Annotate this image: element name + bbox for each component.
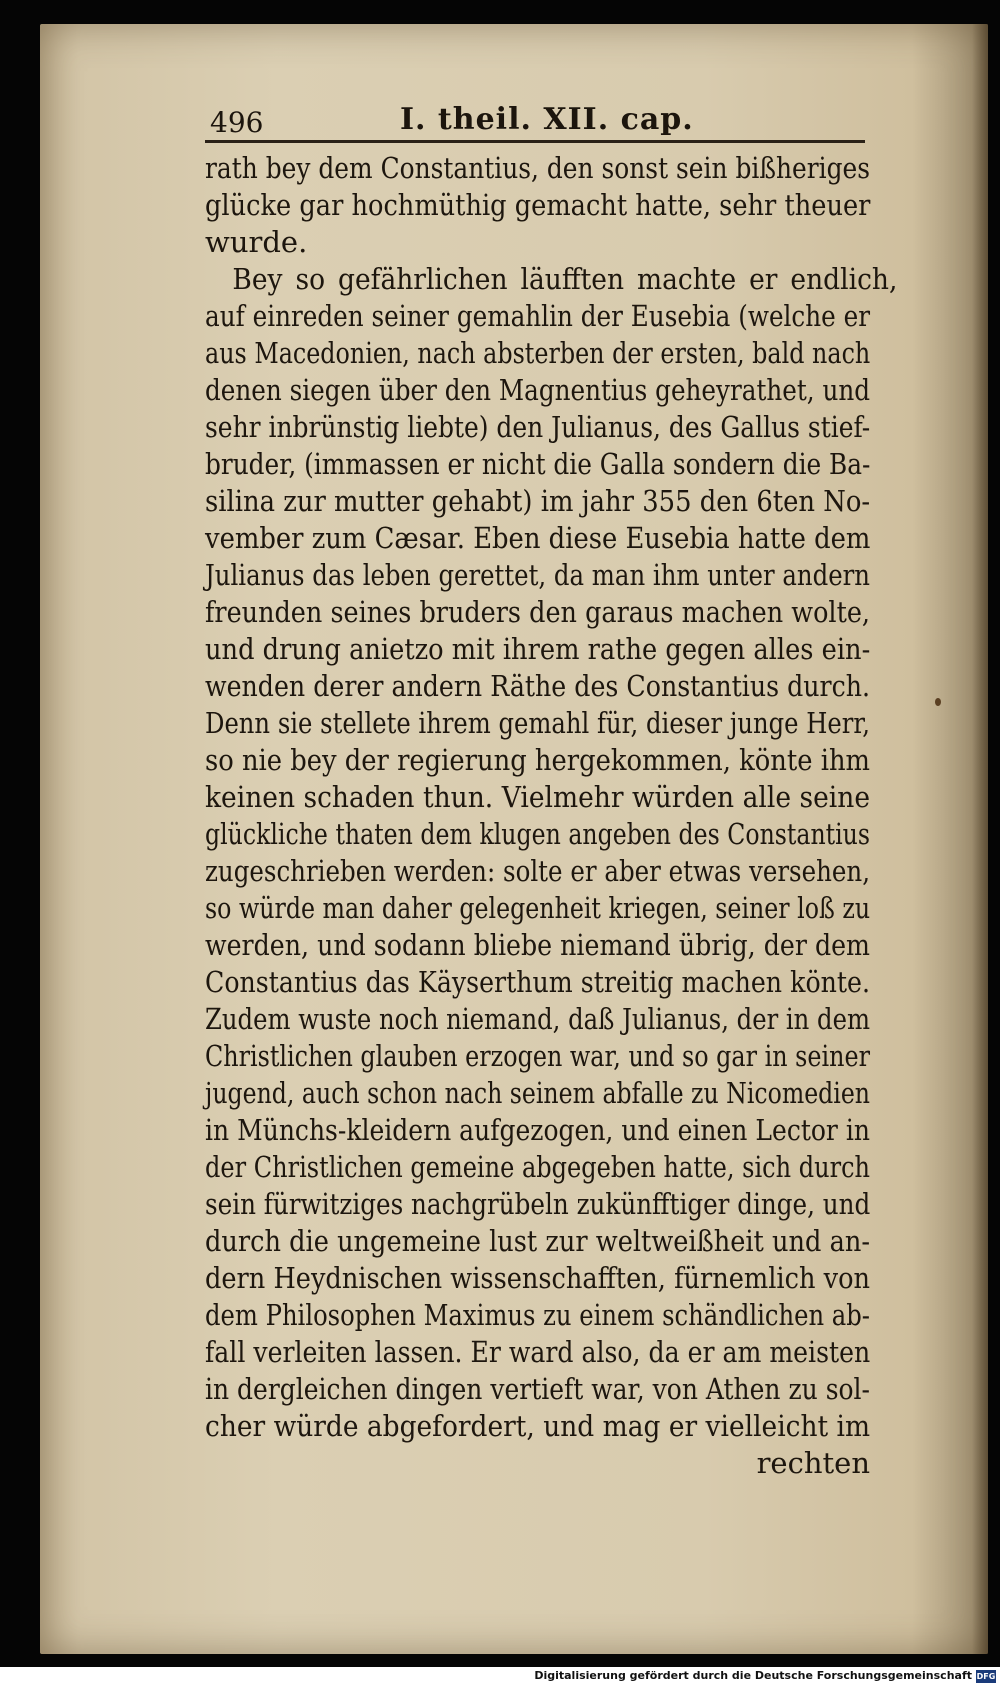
- text-line: cher würde abgefordert, und mag er vielleicht im: [205, 1409, 871, 1443]
- footer-bar: [0, 1667, 1000, 1687]
- page-header: [210, 100, 870, 144]
- footer-credit: Digitalisierung gefördert durch die Deutsche Forschungsgemeinschaft: [534, 1669, 972, 1682]
- text-line: in Münchs-kleidern aufgezogen, und einen Lector in: [205, 1113, 870, 1147]
- text-line: denen siegen über den Magnentius geheyrathet, und: [205, 373, 870, 407]
- dfg-logo-icon: DFG: [976, 1672, 996, 1681]
- text-line: Christlichen glauben erzogen war, und so gar in seiner: [205, 1039, 870, 1073]
- text-line: bruder, (immassen er nicht die Galla sondern die Ba-: [205, 447, 871, 481]
- text-line: dem Philosophen Maximus zu einem schändlichen ab-: [205, 1298, 870, 1332]
- text-line: in dergleichen dingen vertieft war, von Athen zu sol-: [205, 1372, 870, 1406]
- text-line: keinen schaden thun. Vielmehr würden alle seine: [205, 780, 870, 814]
- text-line: werden, und sodann bliebe niemand übrig, der dem: [205, 928, 870, 962]
- text-line: rath bey dem Constantius, den sonst sein bißheriges: [205, 151, 870, 185]
- text-line: dern Heydnischen wissenschafften, fürnemlich von: [205, 1261, 870, 1295]
- text-line: Denn sie stellete ihrem gemahl für, dieser junge Herr,: [205, 706, 870, 740]
- text-line: wurde.: [205, 225, 308, 259]
- running-head: I. theil. XII. cap.: [400, 102, 694, 137]
- text-line: glücke gar hochmüthig gemacht hatte, sehr theuer: [205, 188, 871, 222]
- text-line: der Christlichen gemeine abgegeben hatte, sich durch: [205, 1150, 870, 1184]
- page-number: 496: [210, 106, 264, 139]
- text-line: sehr inbrünstig liebte) den Julianus, des Gallus stief-: [205, 410, 871, 444]
- text-line: wenden derer andern Räthe des Constantius durch.: [205, 669, 870, 703]
- text-line: sein fürwitziges nachgrübeln zukünfftiger dinge, und: [205, 1187, 871, 1221]
- text-line: vember zum Cæsar. Eben diese Eusebia hatte dem: [205, 521, 871, 555]
- text-line: auf einreden seiner gemahlin der Eusebia (welche er: [205, 299, 870, 333]
- ink-spot: [935, 698, 941, 706]
- text-line: zugeschrieben werden: solte er aber etwas versehen,: [205, 854, 870, 888]
- text-line: Constantius das Käyserthum streitig machen könte.: [205, 965, 870, 999]
- text-line: durch die ungemeine lust zur weltweißheit und an-: [205, 1224, 870, 1258]
- text-line: silina zur mutter gehabt) im jahr 355 den 6ten No-: [205, 484, 871, 518]
- text-line: Zudem wuste noch niemand, daß Julianus, der in dem: [205, 1002, 871, 1036]
- text-line: so nie bey der regierung hergekommen, könte ihm: [205, 743, 870, 777]
- page-edge-shadow: [972, 24, 988, 1654]
- text-line: fall verleiten lassen. Er ward also, da er am meisten: [205, 1335, 871, 1369]
- text-line: jugend, auch schon nach seinem abfalle zu Nicomedien: [205, 1076, 870, 1110]
- text-line: freunden seines bruders den garaus machen wolte,: [205, 595, 870, 629]
- catchword: rechten: [756, 1446, 870, 1480]
- text-line: Julianus das leben gerettet, da man ihm unter andern: [205, 558, 870, 592]
- text-line: glückliche thaten dem klugen angeben des Constantius: [205, 817, 870, 851]
- text-line: Bey so gefährlichen läufften machte er endlich,: [232, 262, 898, 296]
- text-line: und drung anietzo mit ihrem rathe gegen alles ein-: [205, 632, 871, 666]
- header-rule: [205, 140, 865, 143]
- text-line: aus Macedonien, nach absterben der ersten, bald nach: [205, 336, 871, 370]
- text-line: so würde man daher gelegenheit kriegen, seiner loß zu: [205, 891, 871, 925]
- body-text: [205, 150, 898, 1482]
